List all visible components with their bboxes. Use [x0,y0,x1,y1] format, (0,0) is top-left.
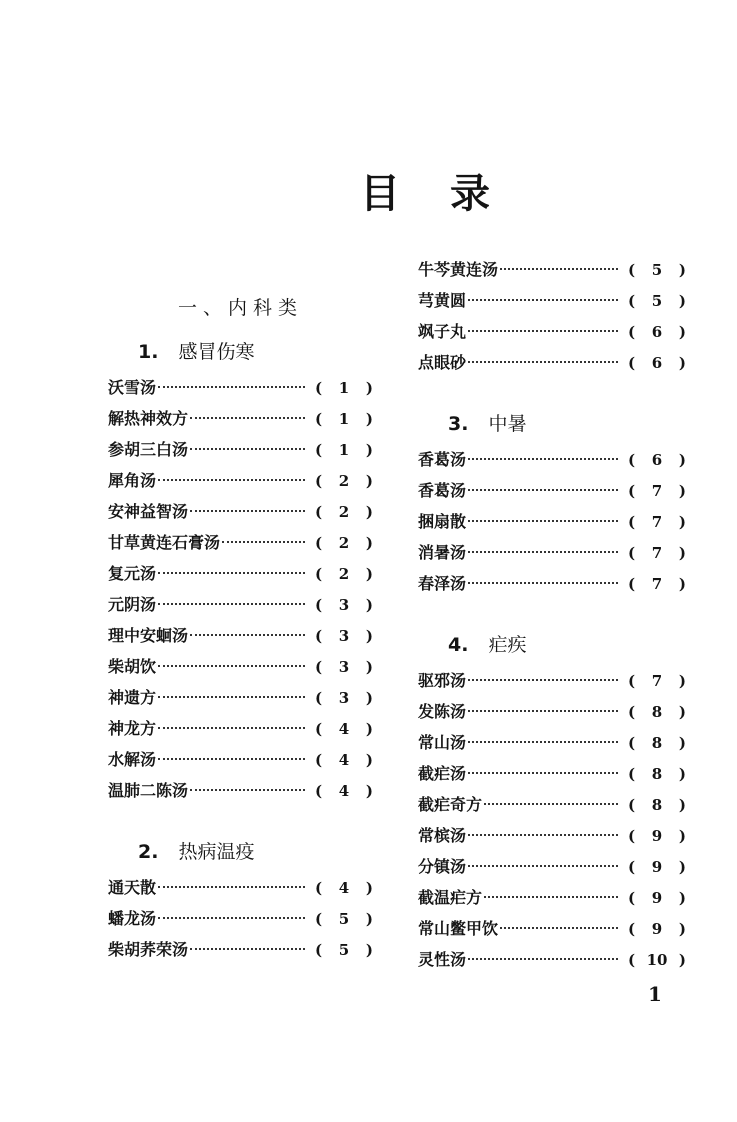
dot-leader [468,551,618,553]
dot-leader [468,458,618,460]
entry-page-number: 7 [651,544,663,562]
entry-page: ( 5 ) [620,286,686,317]
entry-page: ( 10 ) [620,945,686,976]
left-sections [108,332,373,965]
entry-page: ( 6 ) [620,445,686,476]
toc-entry [108,496,373,527]
dot-leader [158,603,305,605]
entry-name: 复元汤 [108,564,157,583]
entry-name: 发陈汤 [418,702,467,721]
section-name: 感冒伤寒 [178,341,255,363]
dot-leader [468,958,618,960]
dot-leader [158,727,305,729]
entry-name: 犀角汤 [108,471,157,490]
entry-page: ( 2 ) [307,466,373,497]
entry-page-number: 5 [651,261,663,279]
toc-entry [418,254,686,285]
section-entries [108,372,373,806]
entry-name: 解热神效方 [108,409,189,428]
entry-page-number: 6 [651,323,663,341]
title-char-2: 录 [450,171,490,217]
entry-page: ( 2 ) [307,497,373,528]
entry-name: 蟠龙汤 [108,909,157,928]
section-number: 2. [138,841,159,863]
section-heading [108,832,373,872]
entry-page-number: 2 [338,503,350,521]
entry-page-number: 9 [651,858,663,876]
toc-entry [418,285,686,316]
entry-page-number: 3 [338,596,350,614]
dot-leader [190,448,305,450]
entry-page: ( 2 ) [307,559,373,590]
dot-leader [468,679,618,681]
section-name: 疟疾 [488,634,527,656]
entry-page-number: 4 [338,720,350,738]
entry-page-number: 9 [651,920,663,938]
entry-name: 截疟汤 [418,764,467,783]
dot-leader [158,665,305,667]
dot-leader [158,479,305,481]
entry-page-number: 6 [651,354,663,372]
entry-page: ( 9 ) [620,852,686,883]
entry-page: ( 8 ) [620,728,686,759]
entry-page-number: 5 [651,292,663,310]
entry-page: ( 6 ) [620,317,686,348]
dot-leader [468,520,618,522]
entry-page: ( 3 ) [307,652,373,683]
dot-leader [468,582,618,584]
toc-entry [418,316,686,347]
section-entries [108,872,373,965]
toc-entry [418,882,686,913]
entry-page-number: 9 [651,827,663,845]
toc-entry [418,696,686,727]
entry-name: 灵性汤 [418,950,467,969]
entry-page: ( 3 ) [307,683,373,714]
entry-name: 香葛汤 [418,481,467,500]
section-heading [418,625,686,665]
dot-leader [222,541,305,543]
section-entries [418,444,686,599]
entry-page-number: 8 [651,703,663,721]
dot-leader [468,299,618,301]
section-heading [108,332,373,372]
entry-page: ( 9 ) [620,883,686,914]
dot-leader [190,948,305,950]
entry-name: 点眼砂 [418,353,467,372]
toc-entry [108,682,373,713]
toc-entry [108,527,373,558]
left-column [108,282,373,965]
toc-entry [108,372,373,403]
toc-entry [108,744,373,775]
entry-name: 截疟奇方 [418,795,483,814]
dot-leader [484,896,618,898]
section-number: 4. [448,634,469,656]
entry-page: ( 1 ) [307,435,373,466]
entry-name: 常山汤 [418,733,467,752]
entry-page: ( 9 ) [620,914,686,945]
entry-name: 消暑汤 [418,543,467,562]
dot-leader [468,710,618,712]
entry-name: 柴胡饮 [108,657,157,676]
toc-entry [418,913,686,944]
entry-name: 驱邪汤 [418,671,467,690]
toc-entry [418,758,686,789]
toc-entry [418,568,686,599]
entry-page-number: 6 [651,451,663,469]
entry-name: 常山鳖甲饮 [418,919,499,938]
entry-name: 香葛汤 [418,450,467,469]
dot-leader [190,510,305,512]
dot-leader [484,803,618,805]
entry-page: ( 3 ) [307,621,373,652]
toc-entry [108,434,373,465]
entry-name: 飒子丸 [418,322,467,341]
toc-entry [108,558,373,589]
entry-page: ( 7 ) [620,538,686,569]
entry-name: 截温疟方 [418,888,483,907]
section-name: 中暑 [488,413,527,435]
entry-name: 常槟汤 [418,826,467,845]
entry-name: 甘草黄连石膏汤 [108,533,221,552]
entry-name: 沃雪汤 [108,378,157,397]
entry-page: ( 7 ) [620,476,686,507]
dot-leader [468,772,618,774]
entry-page: ( 2 ) [307,528,373,559]
dot-leader [500,268,618,270]
toc-entry [108,651,373,682]
entry-page: ( 8 ) [620,790,686,821]
entry-page: ( 7 ) [620,666,686,697]
entry-page-number: 4 [338,782,350,800]
entry-page-number: 7 [651,513,663,531]
toc-entry [418,820,686,851]
entry-name: 安神益智汤 [108,502,189,521]
dot-leader [158,696,305,698]
toc-entry [108,775,373,806]
dot-leader [468,489,618,491]
entry-page: ( 1 ) [307,373,373,404]
title-char-1: 目 [360,171,400,217]
entry-name: 芎黄圆 [418,291,467,310]
dot-leader [468,834,618,836]
right-top-entries [418,254,686,378]
dot-leader [190,634,305,636]
dot-leader [158,758,305,760]
entry-page-number: 1 [338,410,350,428]
toc-entry [418,444,686,475]
entry-page: ( 9 ) [620,821,686,852]
entry-page: ( 4 ) [307,776,373,807]
entry-name: 参胡三白汤 [108,440,189,459]
section-number: 1. [138,341,159,363]
section-number: 3. [448,413,469,435]
entry-page: ( 6 ) [620,348,686,379]
entry-name: 温肺二陈汤 [108,781,189,800]
entry-page-number: 7 [651,482,663,500]
entry-page-number: 1 [338,441,350,459]
dot-leader [158,572,305,574]
entry-page: ( 5 ) [620,255,686,286]
dot-leader [468,865,618,867]
toc-entry [108,465,373,496]
dot-leader [468,741,618,743]
section-name: 热病温疫 [178,841,255,863]
entry-page: ( 1 ) [307,404,373,435]
toc-entry [418,506,686,537]
entry-page: ( 4 ) [307,745,373,776]
entry-page-number: 2 [338,472,350,490]
entry-page: ( 8 ) [620,759,686,790]
entry-page: ( 3 ) [307,590,373,621]
entry-page-number: 4 [338,879,350,897]
entry-name: 理中安蛔汤 [108,626,189,645]
section-entries [418,665,686,975]
entry-name: 通天散 [108,878,157,897]
entry-page-number: 2 [338,534,350,552]
toc-entry [108,589,373,620]
entry-page-number: 9 [651,889,663,907]
toc-entry [418,347,686,378]
toc-entry [418,789,686,820]
entry-name: 捆扇散 [418,512,467,531]
entry-name: 春泽汤 [418,574,467,593]
toc-entry [108,713,373,744]
dot-leader [158,886,305,888]
dot-leader [158,917,305,919]
section-heading [418,404,686,444]
toc-entry [418,665,686,696]
toc-entry [108,620,373,651]
entry-name: 牛芩黄连汤 [418,260,499,279]
toc-entry [108,903,373,934]
entry-page-number: 8 [651,765,663,783]
entry-page-number: 8 [651,796,663,814]
entry-page-number: 1 [338,379,350,397]
entry-name: 神龙方 [108,719,157,738]
entry-page-number: 5 [338,910,350,928]
category-heading: 一、内科类 [177,297,303,319]
entry-page-number: 8 [651,734,663,752]
entry-page-number: 3 [338,658,350,676]
dot-leader [190,789,305,791]
toc-entry [418,537,686,568]
right-sections [418,378,686,975]
entry-page-number: 7 [651,575,663,593]
entry-page-number: 2 [338,565,350,583]
toc-entry [418,944,686,975]
dot-leader [468,361,618,363]
entry-name: 元阴汤 [108,595,157,614]
dot-leader [468,330,618,332]
entry-page-number: 3 [338,689,350,707]
entry-page-number: 7 [651,672,663,690]
entry-name: 柴胡荞荣汤 [108,940,189,959]
toc-entry [108,934,373,965]
entry-page: ( 7 ) [620,569,686,600]
toc-entry [108,403,373,434]
toc-entry [418,475,686,506]
dot-leader [500,927,618,929]
dot-leader [158,386,305,388]
entry-page: ( 4 ) [307,714,373,745]
entry-page: ( 8 ) [620,697,686,728]
entry-page: ( 5 ) [307,935,373,966]
right-column [418,254,686,975]
entry-page-number: 10 [646,951,668,969]
entry-page-number: 3 [338,627,350,645]
dot-leader [190,417,305,419]
entry-name: 分镇汤 [418,857,467,876]
entry-page-number: 4 [338,751,350,769]
toc-entry [418,851,686,882]
toc-entry [108,872,373,903]
page-title [360,170,490,218]
entry-page: ( 7 ) [620,507,686,538]
toc-entry [418,727,686,758]
entry-page: ( 5 ) [307,904,373,935]
entry-page-number: 5 [338,941,350,959]
entry-page: ( 4 ) [307,873,373,904]
page-number: 1 [648,982,662,1006]
entry-name: 水解汤 [108,750,157,769]
entry-name: 神遗方 [108,688,157,707]
